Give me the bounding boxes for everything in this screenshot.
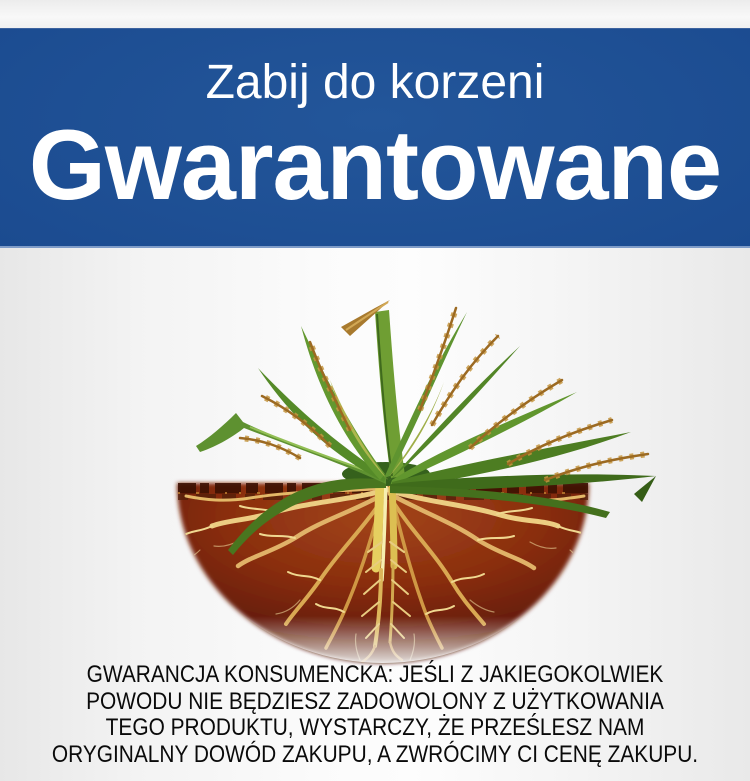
banner-title: Gwarantowane xyxy=(28,109,722,220)
guarantee-line: GWARANCJA KONSUMENCKA: JEŚLI Z JAKIEGOKOLWIEK xyxy=(86,661,664,688)
banner-kicker: Zabij do korzeni xyxy=(205,56,545,109)
guarantee-line: TEGO PRODUKTU, WYSTARCZY, ŻE PRZEŚLESZ NAM xyxy=(105,714,645,741)
top-gradient-strip xyxy=(0,0,750,28)
headline-banner xyxy=(0,28,750,246)
weed-root-illustration xyxy=(0,250,750,670)
guarantee-line: POWODU NIE BĘDZIESZ ZADOWOLONY Z UŻYTKOWANIA xyxy=(86,687,664,715)
guarantee-line: ORYGINALNY DOWÓD ZAKUPU, A ZWRÓCIMY CI CENĘ ZAKUPU. xyxy=(51,740,699,768)
guarantee-text xyxy=(49,662,702,768)
